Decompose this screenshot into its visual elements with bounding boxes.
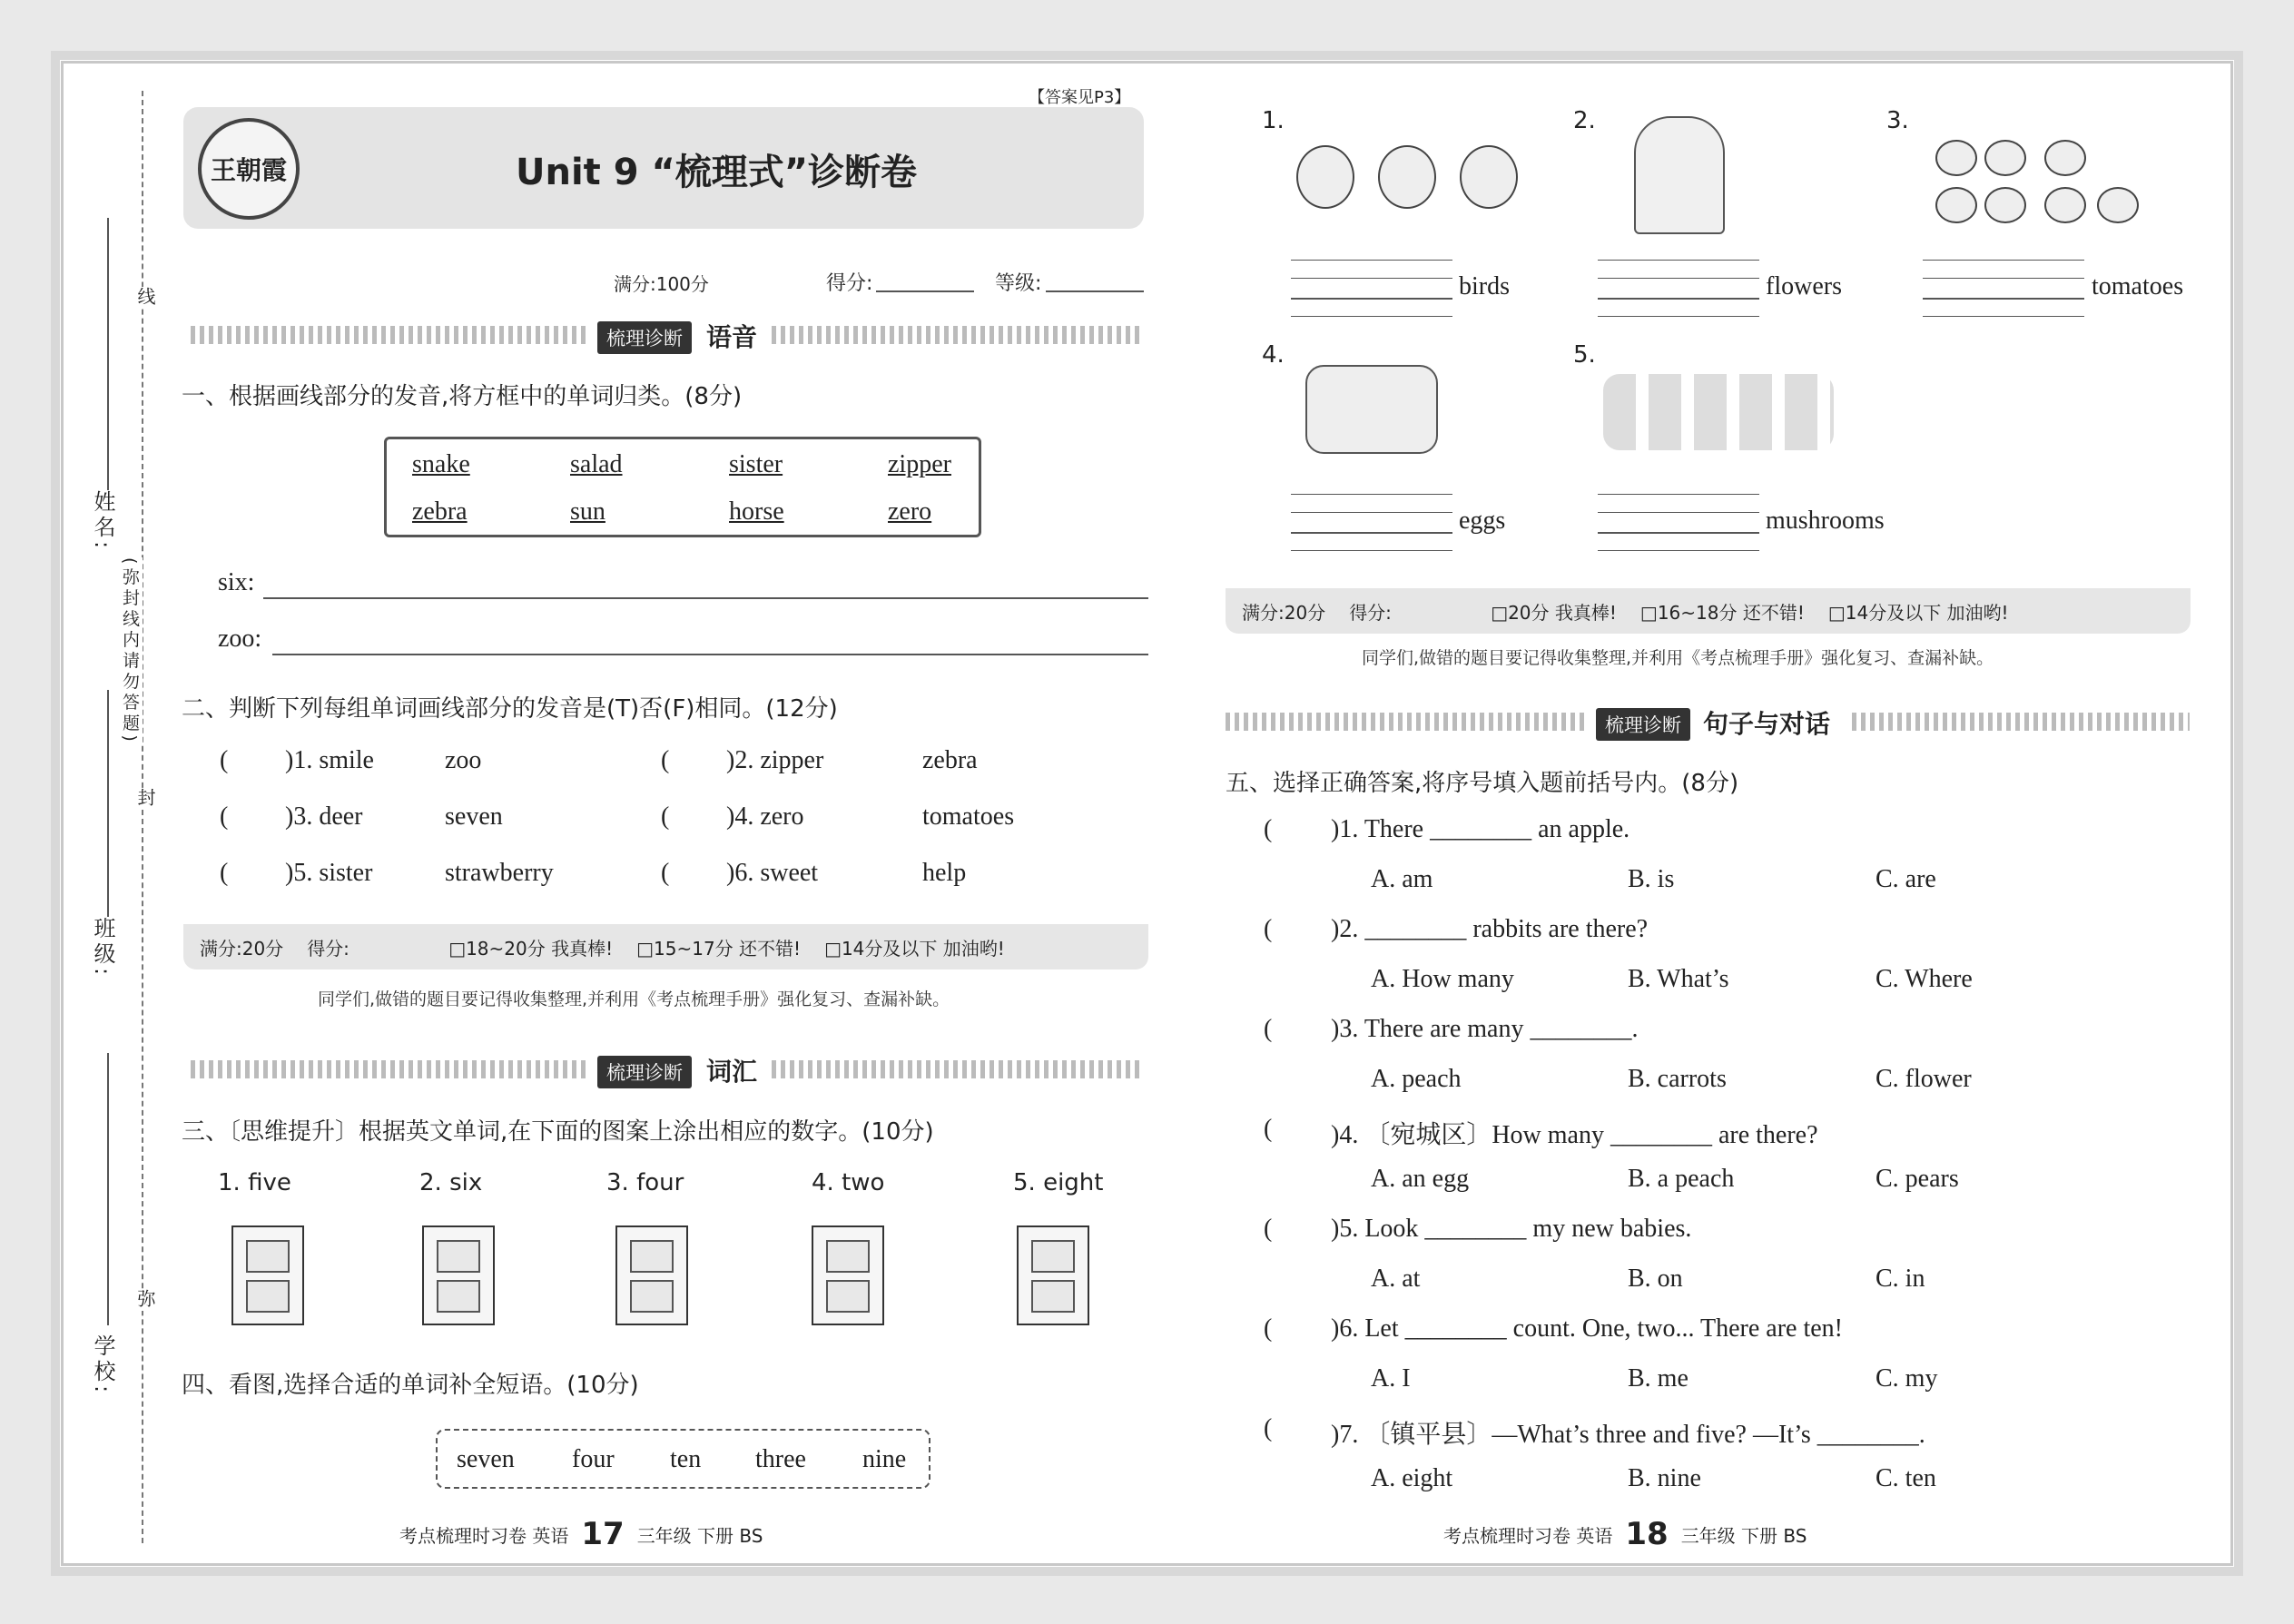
answer-paren[interactable]: ( (1264, 1314, 1273, 1343)
option-a[interactable]: A. I (1371, 1364, 1411, 1393)
q3-item: 2. six (419, 1169, 483, 1196)
digit-pattern[interactable] (231, 1225, 304, 1325)
answer-paren[interactable]: ( (1264, 1015, 1273, 1043)
score-label: 得分: (826, 272, 873, 295)
q2-word: strawberry (445, 859, 554, 887)
option-a[interactable]: A. How many (1371, 965, 1514, 993)
q2-word: seven (445, 802, 503, 831)
q1-word: sun (570, 497, 605, 526)
section-title: 词汇 (706, 1057, 758, 1087)
pic-number: 5. (1573, 341, 1596, 369)
answer-paren[interactable]: ( (1264, 1115, 1273, 1143)
q4-word: three (755, 1445, 806, 1473)
option-b[interactable]: B. me (1628, 1364, 1689, 1393)
pic-word: birds (1459, 272, 1510, 300)
option-b[interactable]: B. What’s (1628, 965, 1729, 993)
option-c[interactable]: C. my (1876, 1364, 1938, 1393)
answer-paren[interactable]: ( (1264, 1215, 1273, 1243)
option-a[interactable]: A. at (1371, 1265, 1421, 1293)
option-b[interactable]: B. carrots (1628, 1065, 1727, 1093)
score-got: 得分: (1349, 601, 1392, 624)
q2-paren: ( (661, 859, 670, 887)
answer-paren[interactable]: ( (1264, 1414, 1273, 1442)
pic-word: mushrooms (1766, 507, 1885, 535)
option-c[interactable]: C. ten (1876, 1464, 1936, 1492)
q5-question: )7. 〔镇平县〕—What’s three and five? —It’s ________. (1331, 1421, 1925, 1449)
q1-word: horse (729, 497, 784, 526)
pic-number: 3. (1886, 107, 1909, 134)
q2-word: zebra (922, 746, 978, 774)
pic-word: flowers (1766, 272, 1842, 300)
digit-pattern[interactable] (1017, 1225, 1089, 1325)
footer-right (1443, 1516, 1807, 1552)
side-class-label: 班级: (90, 917, 115, 979)
q5-question: )5. Look ________ my new babies. (1331, 1215, 1692, 1243)
flower-icon (1634, 116, 1725, 234)
q2-item: )5. sister (285, 859, 373, 887)
option-b[interactable]: B. is (1628, 865, 1675, 893)
section-tag: 梳理诊断 (597, 321, 692, 354)
zoo-answer-line[interactable] (272, 654, 1148, 655)
tomato-icon (1984, 187, 2026, 223)
tomato-icon (2044, 187, 2086, 223)
rating-option[interactable]: □14分及以下 加油哟! (1827, 601, 2009, 624)
footer-grade: 三年级 下册 BS (636, 1524, 763, 1547)
option-a[interactable]: A. an egg (1371, 1165, 1470, 1193)
q5-question: )2. ________ rabbits are there? (1331, 915, 1649, 943)
section-title: 句子与对话 (1703, 709, 1831, 739)
score-blank[interactable] (876, 290, 974, 292)
rating-option[interactable]: □14分及以下 加油哟! (824, 937, 1005, 960)
q2-paren: ( (220, 802, 229, 831)
score-bar (183, 924, 1148, 969)
q2-item: )6. sweet (726, 859, 819, 887)
q1-word: zebra (412, 497, 468, 526)
q2-item: )4. zero (726, 802, 804, 831)
side-name-label: 姓名: (90, 490, 115, 553)
six-label: six: (218, 568, 255, 596)
paper-frame (51, 51, 2243, 1576)
q2-word: help (922, 859, 967, 887)
review-note: 同学们,做错的题目要记得收集整理,并利用《考点梳理手册》强化复习、查漏补缺。 (1362, 648, 1994, 668)
section-tag: 梳理诊断 (1596, 708, 1690, 741)
logo-text: 王朝霞 (210, 155, 287, 185)
q2-item: )3. deer (285, 802, 363, 831)
bird-icon (1296, 145, 1354, 209)
option-c[interactable]: C. pears (1876, 1165, 1959, 1193)
q1-word: zero (888, 497, 932, 526)
tomato-icon (1935, 187, 1977, 223)
footer-text: 考点梳理时习卷 英语 (399, 1524, 569, 1547)
side-feng: 封 (133, 788, 159, 810)
tomato-icon (1935, 140, 1977, 176)
bird-icon (1378, 145, 1436, 209)
mushroom-icon (1603, 374, 1834, 450)
side-mi: 弥 (133, 1289, 159, 1311)
section-tag: 梳理诊断 (597, 1056, 692, 1088)
option-c[interactable]: C. are (1876, 865, 1936, 893)
rating-option[interactable]: □15~17分 还不错! (636, 937, 802, 960)
answer-ref: 【答案见P3】 (1029, 88, 1131, 107)
side-xian: 线 (133, 287, 159, 309)
option-b[interactable]: B. nine (1628, 1464, 1701, 1492)
option-a[interactable]: A. peach (1371, 1065, 1462, 1093)
page-title: Unit 9 “梳理式”诊断卷 (516, 152, 918, 193)
page-number: 18 (1625, 1516, 1669, 1552)
logo-seal (198, 118, 300, 220)
q3-item: 3. four (606, 1169, 684, 1196)
option-c[interactable]: C. Where (1876, 965, 1973, 993)
section-title: 语音 (706, 322, 758, 352)
option-a[interactable]: A. am (1371, 865, 1433, 893)
q3-title: 三、〔思维提升〕根据英文单词,在下面的图案上涂出相应的数字。(10分) (182, 1118, 934, 1146)
q2-title: 二、判断下列每组单词画线部分的发音是(T)否(F)相同。(12分) (182, 695, 838, 723)
answer-paren[interactable]: ( (1264, 915, 1273, 943)
q2-word: tomatoes (922, 802, 1015, 831)
q1-word: salad (570, 450, 623, 478)
digit-pattern[interactable] (615, 1225, 688, 1325)
q4-title: 四、看图,选择合适的单词补全短语。(10分) (182, 1372, 639, 1399)
q3-item: 5. eight (1013, 1169, 1104, 1196)
grade-label: 等级: (995, 272, 1042, 295)
grade-blank[interactable] (1046, 290, 1144, 292)
q4-word: seven (457, 1445, 515, 1473)
answer-paren[interactable]: ( (1264, 815, 1273, 843)
q2-paren: ( (661, 746, 670, 774)
option-b[interactable]: B. on (1628, 1265, 1683, 1293)
six-answer-line[interactable] (263, 597, 1148, 599)
rating-option[interactable]: □16~18分 还不错! (1639, 601, 1805, 624)
q3-item: 4. two (812, 1169, 885, 1196)
q4-word: four (572, 1445, 615, 1473)
q2-word: zoo (445, 746, 482, 774)
option-b[interactable]: B. a peach (1628, 1165, 1735, 1193)
footer-grade: 三年级 下册 BS (1680, 1524, 1807, 1547)
q5-question: )3. There are many ________. (1331, 1015, 1639, 1043)
option-a[interactable]: A. eight (1371, 1464, 1453, 1492)
score-got: 得分: (307, 937, 350, 960)
q4-word: ten (670, 1445, 702, 1473)
pic-number: 1. (1262, 107, 1285, 134)
q5-question: )4. 〔宛城区〕How many ________ are there? (1331, 1121, 1818, 1149)
full-score: 满分:100分 (614, 273, 709, 295)
q2-item: )2. zipper (726, 746, 824, 774)
digit-pattern[interactable] (812, 1225, 884, 1325)
q4-word: nine (862, 1445, 907, 1473)
option-c[interactable]: C. flower (1876, 1065, 1972, 1093)
zoo-label: zoo: (218, 625, 262, 653)
rating-option[interactable]: □20分 我真棒! (1491, 601, 1617, 624)
digit-pattern[interactable] (422, 1225, 495, 1325)
q2-paren: ( (661, 802, 670, 831)
option-c[interactable]: C. in (1876, 1265, 1925, 1293)
q1-title: 一、根据画线部分的发音,将方框中的单词归类。(8分) (182, 383, 743, 410)
q2-item: )1. smile (285, 746, 374, 774)
pic-number: 4. (1262, 341, 1285, 369)
q5-title: 五、选择正确答案,将序号填入题前括号内。(8分) (1226, 770, 1739, 797)
q1-word: sister (729, 450, 783, 478)
binding-line (142, 91, 143, 1543)
rating-option[interactable]: □18~20分 我真棒! (448, 937, 614, 960)
footer-text: 考点梳理时习卷 英语 (1443, 1524, 1613, 1547)
q3-item: 1. five (218, 1169, 291, 1196)
score-full: 满分:20分 (200, 937, 284, 960)
eggs-icon (1305, 365, 1438, 454)
q5-question: )1. There ________ an apple. (1331, 815, 1630, 843)
q5-question: )6. Let ________ count. One, two... There are ten! (1331, 1314, 1843, 1343)
page-number: 17 (581, 1516, 625, 1552)
review-note: 同学们,做错的题目要记得收集整理,并利用《考点梳理手册》强化复习、查漏补缺。 (318, 989, 950, 1009)
pic-word: eggs (1459, 507, 1506, 535)
q1-word: zipper (888, 450, 951, 478)
side-school-label: 学校: (90, 1334, 115, 1397)
score-full: 满分:20分 (1242, 601, 1326, 624)
side-notice: (弥封线内请勿答题) (118, 557, 143, 745)
q1-word: snake (412, 450, 470, 478)
pic-number: 2. (1573, 107, 1596, 134)
tomato-icon (2097, 187, 2139, 223)
footer-left (399, 1516, 763, 1552)
bird-icon (1460, 145, 1518, 209)
tomato-icon (2044, 140, 2086, 176)
q2-paren: ( (220, 746, 229, 774)
score-bar (1226, 588, 2191, 634)
tomato-icon (1984, 140, 2026, 176)
pic-word: tomatoes (2092, 272, 2184, 300)
q2-paren: ( (220, 859, 229, 887)
